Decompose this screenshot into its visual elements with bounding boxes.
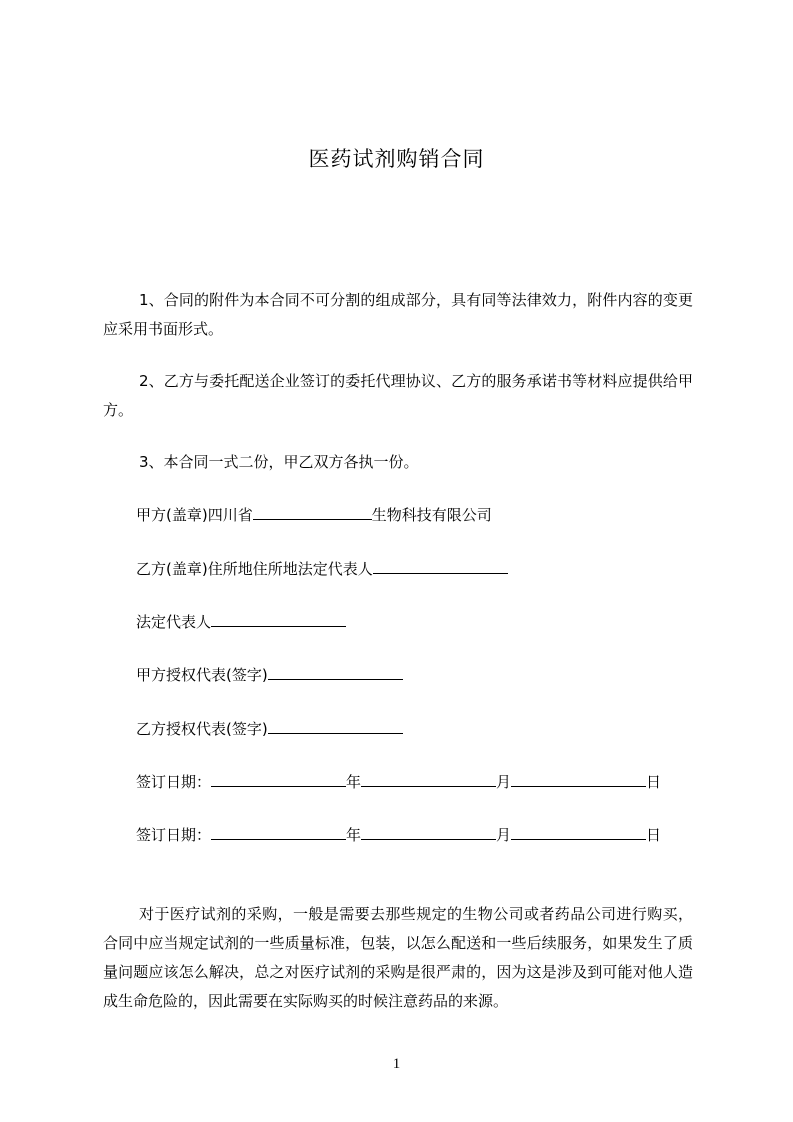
- party-a-auth-line: [136, 665, 403, 685]
- party-a-auth-blank[interactable]: [268, 665, 403, 680]
- date-label: 签订日期：: [136, 773, 212, 791]
- month-blank[interactable]: [361, 772, 496, 787]
- year-label: 年: [346, 826, 362, 844]
- clause-3: 3、本合同一式二份，甲乙双方各执一份。: [139, 453, 419, 471]
- document-title: 医药试剂购销合同: [308, 147, 485, 171]
- legal-rep-line: [136, 612, 346, 632]
- clause-1: 1、合同的附件为本合同不可分割的组成部分，具有同等法律效力，附件内容的变更应采用书面形式。: [103, 291, 693, 338]
- day-blank[interactable]: [511, 825, 646, 840]
- party-b-auth-line: [136, 719, 403, 739]
- party-b-auth-blank[interactable]: [268, 719, 403, 734]
- party-b-auth-label: 乙方授权代表(签字): [136, 720, 268, 738]
- party-b-label: 乙方(盖章)住所地住所地法定代表人: [136, 560, 373, 578]
- party-b-blank[interactable]: [373, 559, 508, 574]
- month-label: 月: [496, 826, 512, 844]
- page-number: 1: [392, 1056, 401, 1072]
- party-a-auth-label: 甲方授权代表(签字): [136, 666, 268, 684]
- day-label: 日: [646, 826, 662, 844]
- year-blank[interactable]: [211, 772, 346, 787]
- closing-paragraph: 对于医疗试剂的采购，一般是需要去那些规定的生物公司或者药品公司进行购买，合同中应当规定试剂的一些质量标准，包装，以怎么配送和一些后续服务，如果发生了质量问题应该怎么解决，总之对医疗试剂的采购是很严肃的，因为这是涉及到可能对他人造成生命危险的，因此需要在实际购买的时候注意药品的来源。: [103, 905, 693, 1010]
- party-a-suffix: 生物科技有限公司: [371, 506, 492, 524]
- party-a-prefix: 甲方(盖章)四川省: [136, 506, 253, 524]
- clause-2: 2、乙方与委托配送企业签订的委托代理协议、乙方的服务承诺书等材料应提供给甲方。: [103, 372, 693, 419]
- legal-rep-label: 法定代表人: [136, 613, 212, 631]
- month-blank[interactable]: [361, 825, 496, 840]
- sign-date-line-1: [136, 772, 661, 792]
- day-label: 日: [646, 773, 662, 791]
- party-b-seal-line: [136, 559, 508, 579]
- year-label: 年: [346, 773, 362, 791]
- legal-rep-blank[interactable]: [211, 612, 346, 627]
- day-blank[interactable]: [511, 772, 646, 787]
- year-blank[interactable]: [211, 825, 346, 840]
- party-a-blank[interactable]: [253, 505, 372, 520]
- date-label: 签订日期：: [136, 826, 212, 844]
- month-label: 月: [496, 773, 512, 791]
- sign-date-line-2: [136, 825, 661, 845]
- party-a-seal-line: [136, 505, 492, 525]
